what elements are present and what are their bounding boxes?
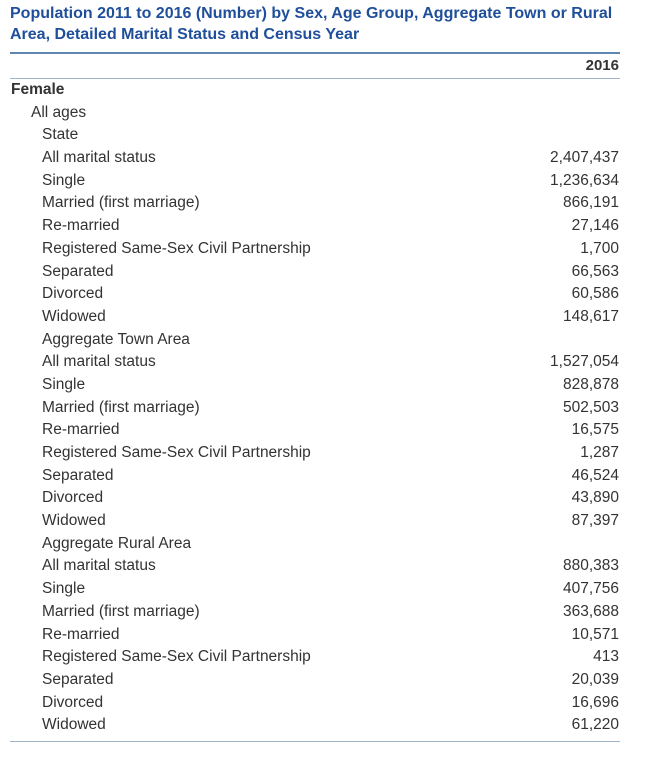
row-value: 502,503 bbox=[562, 398, 619, 416]
column-header-year: 2016 bbox=[585, 57, 619, 74]
row-value bbox=[619, 79, 620, 102]
table-row bbox=[10, 533, 620, 556]
table-row bbox=[10, 692, 620, 715]
table-row bbox=[10, 329, 620, 352]
table-row bbox=[10, 442, 620, 465]
row-value: 10,571 bbox=[571, 625, 619, 643]
row-label: All marital status bbox=[42, 557, 156, 575]
table-row bbox=[10, 192, 620, 215]
row-label: Married (first marriage) bbox=[42, 602, 200, 620]
row-label: State bbox=[42, 126, 79, 144]
table-row bbox=[10, 669, 620, 692]
row-value: 46,524 bbox=[571, 466, 619, 484]
row-label: Divorced bbox=[42, 693, 104, 711]
row-value bbox=[619, 102, 620, 125]
row-label: Single bbox=[42, 375, 86, 393]
row-label: Single bbox=[42, 171, 86, 189]
table-bottom-rule bbox=[10, 741, 620, 742]
row-value: 2,407,437 bbox=[550, 149, 619, 167]
row-value: 148,617 bbox=[562, 307, 619, 325]
row-value bbox=[619, 124, 620, 147]
row-value: 20,039 bbox=[571, 670, 619, 688]
row-value: 16,696 bbox=[571, 693, 619, 711]
row-value bbox=[619, 533, 620, 556]
table-row bbox=[10, 215, 620, 238]
row-value bbox=[619, 329, 620, 352]
table-row bbox=[10, 124, 620, 147]
row-value: 407,756 bbox=[562, 580, 619, 598]
row-label: Divorced bbox=[42, 489, 104, 507]
table-row bbox=[10, 465, 620, 488]
row-label: Single bbox=[42, 580, 86, 598]
row-value: 1,287 bbox=[580, 444, 619, 461]
row-label: All marital status bbox=[42, 353, 156, 371]
row-label: Divorced bbox=[42, 285, 104, 303]
row-label: Registered Same-Sex Civil Partnership bbox=[42, 239, 311, 257]
table-row bbox=[10, 578, 620, 601]
row-value: 1,700 bbox=[580, 239, 619, 257]
row-value: 61,220 bbox=[571, 716, 619, 734]
row-label: Re-married bbox=[42, 217, 120, 235]
row-value: 43,890 bbox=[571, 489, 619, 507]
row-value: 866,191 bbox=[562, 194, 619, 212]
table-row bbox=[10, 487, 620, 510]
table-row bbox=[10, 261, 620, 284]
page-title: Population 2011 to 2016 (Number) by Sex, Age Group, Aggregate Town or Rural Area, Detailed Marital Status and Census Year bbox=[10, 5, 613, 43]
table-row bbox=[10, 601, 620, 624]
table-row bbox=[10, 419, 620, 442]
row-label: All marital status bbox=[42, 149, 156, 167]
row-value: 413 bbox=[593, 648, 619, 666]
row-label: Separated bbox=[42, 466, 114, 484]
table-body bbox=[10, 79, 620, 737]
table-row bbox=[10, 374, 620, 397]
row-label: Aggregate Town Area bbox=[42, 330, 190, 348]
row-value: 880,383 bbox=[562, 557, 619, 575]
row-value: 828,878 bbox=[562, 375, 619, 393]
table-row bbox=[10, 555, 620, 578]
table-row bbox=[10, 397, 620, 420]
row-label: Aggregate Rural Area bbox=[42, 534, 192, 552]
row-value: 16,575 bbox=[571, 421, 619, 439]
row-label: Married (first marriage) bbox=[42, 194, 200, 212]
table-row bbox=[10, 624, 620, 647]
table-row bbox=[10, 306, 620, 329]
table-row bbox=[10, 283, 620, 306]
table-row bbox=[10, 170, 620, 193]
row-label: Re-married bbox=[42, 421, 120, 439]
table-row bbox=[10, 351, 620, 374]
table-row bbox=[10, 79, 620, 102]
row-label: Female bbox=[11, 81, 65, 98]
row-label: Separated bbox=[42, 262, 114, 280]
row-label: Widowed bbox=[42, 716, 106, 734]
table-row bbox=[10, 238, 620, 261]
table-row bbox=[10, 714, 620, 737]
row-label: All ages bbox=[31, 103, 87, 121]
row-value: 363,688 bbox=[562, 602, 619, 620]
row-value: 66,563 bbox=[571, 262, 619, 280]
row-label: Registered Same-Sex Civil Partnership bbox=[42, 444, 311, 461]
row-value: 1,527,054 bbox=[550, 353, 619, 371]
row-label: Re-married bbox=[42, 625, 120, 643]
row-label: Married (first marriage) bbox=[42, 398, 200, 416]
row-value: 87,397 bbox=[571, 512, 619, 530]
table-row bbox=[10, 510, 620, 533]
data-table bbox=[10, 52, 620, 742]
row-label: Widowed bbox=[42, 512, 106, 530]
table-row bbox=[10, 646, 620, 669]
row-value: 60,586 bbox=[571, 285, 619, 303]
row-label: Separated bbox=[42, 670, 114, 688]
row-value: 27,146 bbox=[571, 217, 619, 235]
row-label: Widowed bbox=[42, 307, 106, 325]
row-value: 1,236,634 bbox=[550, 171, 619, 189]
table-row bbox=[10, 102, 620, 125]
row-label: Registered Same-Sex Civil Partnership bbox=[42, 648, 311, 666]
table-row bbox=[10, 147, 620, 170]
